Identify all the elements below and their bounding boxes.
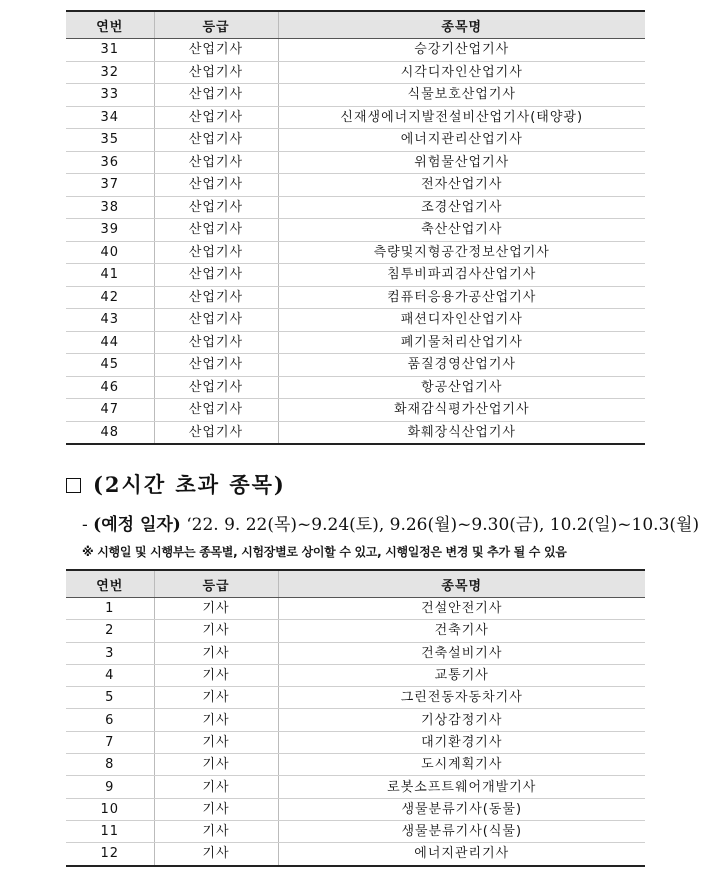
header-grade: 등급 [154, 570, 278, 598]
row-number: 9 [66, 776, 154, 798]
table-row [66, 174, 645, 197]
row-subject: 생물분류기사(식물) [278, 820, 645, 842]
table-row [66, 241, 645, 264]
row-number: 46 [66, 376, 154, 399]
row-number: 44 [66, 331, 154, 354]
row-subject: 건설안전기사 [278, 598, 645, 620]
row-grade: 산업기사 [154, 241, 278, 264]
row-number: 5 [66, 687, 154, 709]
row-number: 45 [66, 354, 154, 377]
header-grade: 등급 [154, 11, 278, 39]
table-row [66, 843, 645, 866]
row-grade: 산업기사 [154, 196, 278, 219]
row-number: 48 [66, 421, 154, 444]
table-row [66, 331, 645, 354]
row-grade: 산업기사 [154, 39, 278, 62]
row-grade: 기사 [154, 664, 278, 686]
row-number: 11 [66, 820, 154, 842]
row-subject: 에너지관리산업기사 [278, 129, 645, 152]
row-grade: 기사 [154, 776, 278, 798]
row-grade: 산업기사 [154, 106, 278, 129]
row-grade: 기사 [154, 620, 278, 642]
table-body [66, 598, 645, 866]
row-subject: 폐기물처리산업기사 [278, 331, 645, 354]
row-number: 1 [66, 598, 154, 620]
table-row [66, 776, 645, 798]
row-number: 31 [66, 39, 154, 62]
row-number: 12 [66, 843, 154, 866]
row-subject: 측량및지형공간정보산업기사 [278, 241, 645, 264]
row-subject: 에너지관리기사 [278, 843, 645, 866]
header-number: 연번 [66, 570, 154, 598]
row-grade: 기사 [154, 843, 278, 866]
row-grade: 산업기사 [154, 421, 278, 444]
row-grade: 산업기사 [154, 174, 278, 197]
table-row [66, 286, 645, 309]
row-grade: 산업기사 [154, 331, 278, 354]
row-grade: 기사 [154, 598, 278, 620]
row-number: 3 [66, 642, 154, 664]
row-number: 47 [66, 399, 154, 422]
schedule-prefix: - [82, 515, 94, 535]
row-subject: 품질경영산업기사 [278, 354, 645, 377]
row-number: 35 [66, 129, 154, 152]
table-row [66, 61, 645, 84]
header-subject: 종목명 [278, 11, 645, 39]
row-grade: 산업기사 [154, 309, 278, 332]
row-subject: 패션디자인산업기사 [278, 309, 645, 332]
row-grade: 산업기사 [154, 84, 278, 107]
row-grade: 산업기사 [154, 151, 278, 174]
table-row [66, 39, 645, 62]
row-grade: 기사 [154, 687, 278, 709]
table-row [66, 106, 645, 129]
table-row [66, 754, 645, 776]
table-row [66, 196, 645, 219]
row-number: 7 [66, 731, 154, 753]
row-subject: 기상감정기사 [278, 709, 645, 731]
row-number: 36 [66, 151, 154, 174]
header-number: 연번 [66, 11, 154, 39]
row-subject: 축산산업기사 [278, 219, 645, 242]
row-grade: 산업기사 [154, 61, 278, 84]
row-subject: 교통기사 [278, 664, 645, 686]
section-title: (2시간 초과 종목) [93, 472, 286, 497]
row-grade: 산업기사 [154, 354, 278, 377]
row-grade: 기사 [154, 798, 278, 820]
row-subject: 그린전동자동차기사 [278, 687, 645, 709]
row-grade: 산업기사 [154, 264, 278, 287]
row-subject: 로봇소프트웨어개발기사 [278, 776, 645, 798]
section-heading [66, 469, 286, 499]
table-row [66, 376, 645, 399]
row-number: 4 [66, 664, 154, 686]
row-grade: 기사 [154, 731, 278, 753]
row-number: 6 [66, 709, 154, 731]
table-header-row [66, 570, 645, 598]
row-subject: 식물보호산업기사 [278, 84, 645, 107]
row-subject: 승강기산업기사 [278, 39, 645, 62]
table-row [66, 309, 645, 332]
table-row [66, 731, 645, 753]
table-row [66, 264, 645, 287]
table-row [66, 598, 645, 620]
row-grade: 기사 [154, 709, 278, 731]
row-subject: 침투비파괴검사산업기사 [278, 264, 645, 287]
row-number: 42 [66, 286, 154, 309]
row-number: 34 [66, 106, 154, 129]
row-number: 39 [66, 219, 154, 242]
row-subject: 화재감식평가산업기사 [278, 399, 645, 422]
table-row [66, 820, 645, 842]
row-subject: 항공산업기사 [278, 376, 645, 399]
table-row [66, 354, 645, 377]
row-subject: 신재생에너지발전설비산업기사(태양광) [278, 106, 645, 129]
table-row [66, 219, 645, 242]
row-subject: 도시계획기사 [278, 754, 645, 776]
row-subject: 위험물산업기사 [278, 151, 645, 174]
row-subject: 건축설비기사 [278, 642, 645, 664]
header-subject: 종목명 [278, 570, 645, 598]
table-row [66, 151, 645, 174]
table-row [66, 620, 645, 642]
row-number: 38 [66, 196, 154, 219]
row-number: 2 [66, 620, 154, 642]
table-row [66, 399, 645, 422]
table-row [66, 642, 645, 664]
row-number: 32 [66, 61, 154, 84]
schedule-note: ※ 시행일 및 시행부는 종목별, 시험장별로 상이할 수 있고, 시행일정은 변경 및 추가 될 수 있음 [82, 545, 567, 559]
row-grade: 기사 [154, 820, 278, 842]
industrial-engineer-table [66, 10, 645, 445]
row-subject: 대기환경기사 [278, 731, 645, 753]
row-grade: 산업기사 [154, 286, 278, 309]
schedule-dates: ‘22. 9. 22(목)~9.24(토), 9.26(월)~9.30(금), 10.2(일)~10.3(월) [180, 515, 700, 535]
table-row [66, 664, 645, 686]
table-row [66, 129, 645, 152]
schedule-label: (예정 일자) [93, 515, 181, 535]
row-number: 8 [66, 754, 154, 776]
table-row [66, 84, 645, 107]
table-row [66, 709, 645, 731]
table-row [66, 421, 645, 444]
schedule-line [82, 510, 699, 535]
row-number: 41 [66, 264, 154, 287]
row-subject: 화훼장식산업기사 [278, 421, 645, 444]
row-number: 37 [66, 174, 154, 197]
row-grade: 산업기사 [154, 376, 278, 399]
row-subject: 조경산업기사 [278, 196, 645, 219]
row-grade: 기사 [154, 754, 278, 776]
row-grade: 기사 [154, 642, 278, 664]
row-number: 10 [66, 798, 154, 820]
row-grade: 산업기사 [154, 399, 278, 422]
engineer-table [66, 569, 645, 867]
row-subject: 건축기사 [278, 620, 645, 642]
row-number: 43 [66, 309, 154, 332]
empty-square-icon [66, 478, 81, 493]
table-row [66, 798, 645, 820]
row-subject: 컴퓨터응용가공산업기사 [278, 286, 645, 309]
row-grade: 산업기사 [154, 219, 278, 242]
row-number: 40 [66, 241, 154, 264]
row-subject: 생물분류기사(동물) [278, 798, 645, 820]
row-number: 33 [66, 84, 154, 107]
table-row [66, 687, 645, 709]
row-subject: 시각디자인산업기사 [278, 61, 645, 84]
table-header-row [66, 11, 645, 39]
row-grade: 산업기사 [154, 129, 278, 152]
table-body [66, 39, 645, 445]
row-subject: 전자산업기사 [278, 174, 645, 197]
